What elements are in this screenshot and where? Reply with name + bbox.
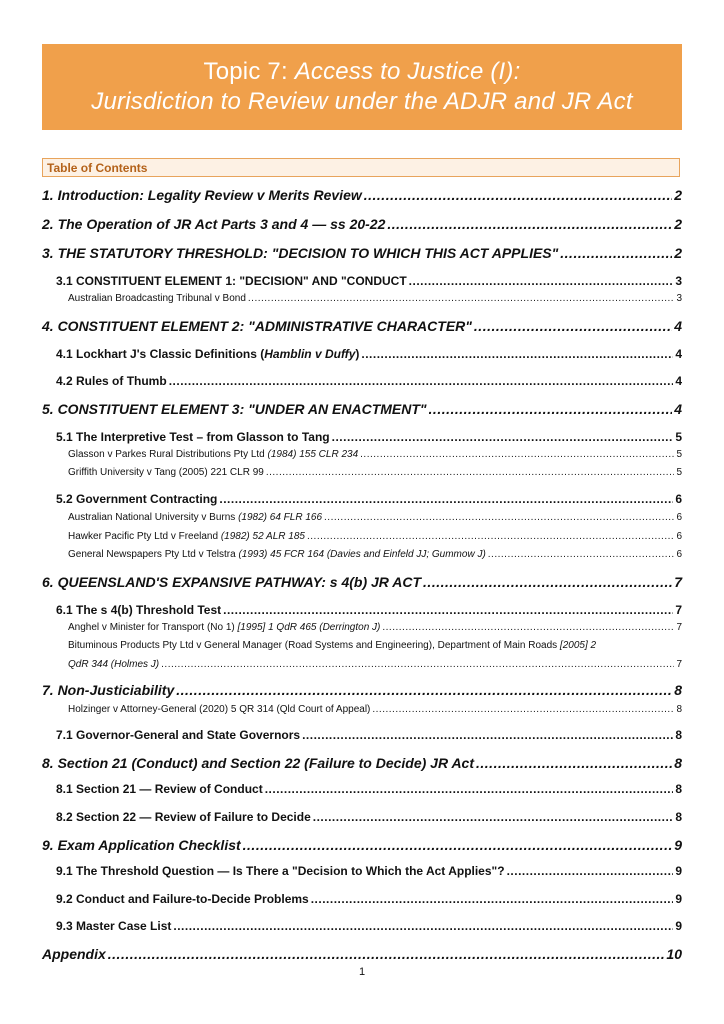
toc-entry-5-2[interactable]: 5.2 Government Contracting ..... 6 <box>56 492 682 506</box>
toc-entry-4-2[interactable]: 4.2 Rules of Thumb ..... 4 <box>56 374 682 388</box>
toc-entry-4-1[interactable]: 4.1 Lockhart J's Classic Definitions (Hamblin v Duffy) ..... 4 <box>56 347 682 361</box>
toc-entry-5-1[interactable]: 5.1 The Interpretive Test – from Glasson to Tang ..... 5 <box>56 430 682 444</box>
toc-entry-case-freeland[interactable]: Hawker Pacific Pty Ltd v Freeland (1982) 52 ALR 185 ..... 6 <box>68 531 682 542</box>
toc-entry-case-bond[interactable]: Australian Broadcasting Tribunal v Bond ..... 3 <box>68 293 682 304</box>
toc-entry-appendix[interactable]: Appendix ..... 10 <box>42 946 682 962</box>
toc-entry-9-1[interactable]: 9.1 The Threshold Question — Is There a "Decision to Which the Act Applies"? ..... 9 <box>56 864 682 878</box>
toc-entry-7[interactable]: 7. Non-Justiciability ..... 8 <box>42 682 682 698</box>
toc-entry-8[interactable]: 8. Section 21 (Conduct) and Section 22 (Failure to Decide) JR Act ..... 8 <box>42 755 682 771</box>
title-banner <box>42 44 682 130</box>
toc-entry-5[interactable]: 5. CONSTITUENT ELEMENT 3: "UNDER AN ENACTMENT" ..... 4 <box>42 401 682 417</box>
toc-entry-3-1[interactable]: 3.1 CONSTITUENT ELEMENT 1: "DECISION" AND "CONDUCT ..... 3 <box>56 274 682 288</box>
toc-entry-case-glasson[interactable]: Glasson v Parkes Rural Distributions Pty Ltd (1984) 155 CLR 234 ..... 5 <box>68 449 682 460</box>
toc-entry-7-1[interactable]: 7.1 Governor-General and State Governors ..... 8 <box>56 728 682 742</box>
toc-entry-3[interactable]: 3. THE STATUTORY THRESHOLD: "DECISION TO WHICH THIS ACT APPLIES" ..... 2 <box>42 245 682 261</box>
toc-entry-9-2[interactable]: 9.2 Conduct and Failure-to-Decide Problems ..... 9 <box>56 892 682 906</box>
toc-entry-case-anghel[interactable]: Anghel v Minister for Transport (No 1) [1995] 1 QdR 465 (Derrington J) ..... 7 <box>68 622 682 633</box>
toc-entry-8-1[interactable]: 8.1 Section 21 — Review of Conduct ..... 8 <box>56 782 682 796</box>
toc-entry-case-telstra[interactable]: General Newspapers Pty Ltd v Telstra (1993) 45 FCR 164 (Davies and Einfeld JJ; Gummow J) ..... 6 <box>68 549 682 560</box>
toc-entry-case-burns[interactable]: Australian National University v Burns (1982) 64 FLR 166 ..... 6 <box>68 512 682 523</box>
toc-entry-8-2[interactable]: 8.2 Section 22 — Review of Failure to Decide ..... 8 <box>56 810 682 824</box>
toc-entry-case-holzinger[interactable]: Holzinger v Attorney-General (2020) 5 QR 314 (Qld Court of Appeal) ..... 8 <box>68 704 682 715</box>
toc-entry-6[interactable]: 6. QUEENSLAND'S EXPANSIVE PATHWAY: s 4(b) JR ACT ..... 7 <box>42 574 682 590</box>
title-line-1: Topic 7: Access to Justice (I): <box>203 58 521 85</box>
toc-entry-9-3[interactable]: 9.3 Master Case List ..... 9 <box>56 919 682 933</box>
toc-entry-4[interactable]: 4. CONSTITUENT ELEMENT 2: "ADMINISTRATIVE CHARACTER" ..... 4 <box>42 318 682 334</box>
toc-heading: Table of Contents <box>42 158 680 177</box>
page-number: 1 <box>358 966 366 978</box>
toc-entry-6-1[interactable]: 6.1 The s 4(b) Threshold Test ..... 7 <box>56 603 682 617</box>
toc-entry-case-bituminous[interactable]: Bituminous Products Pty Ltd v General Manager (Road Systems and Engineering), Department of Main Roads [2005] 2 QdR 344 (Holmes J) ..... 7 <box>68 636 682 674</box>
title-line-2: Jurisdiction to Review under the ADJR and JR Act <box>91 88 633 115</box>
toc-entry-2[interactable]: 2. The Operation of JR Act Parts 3 and 4 — ss 20-22 ..... 2 <box>42 216 682 232</box>
toc-entry-1[interactable]: 1. Introduction: Legality Review v Merits Review ..... 2 <box>42 187 682 203</box>
toc-entry-case-tang[interactable]: Griffith University v Tang (2005) 221 CLR 99 ..... 5 <box>68 467 682 478</box>
toc-entry-9[interactable]: 9. Exam Application Checklist ..... 9 <box>42 837 682 853</box>
